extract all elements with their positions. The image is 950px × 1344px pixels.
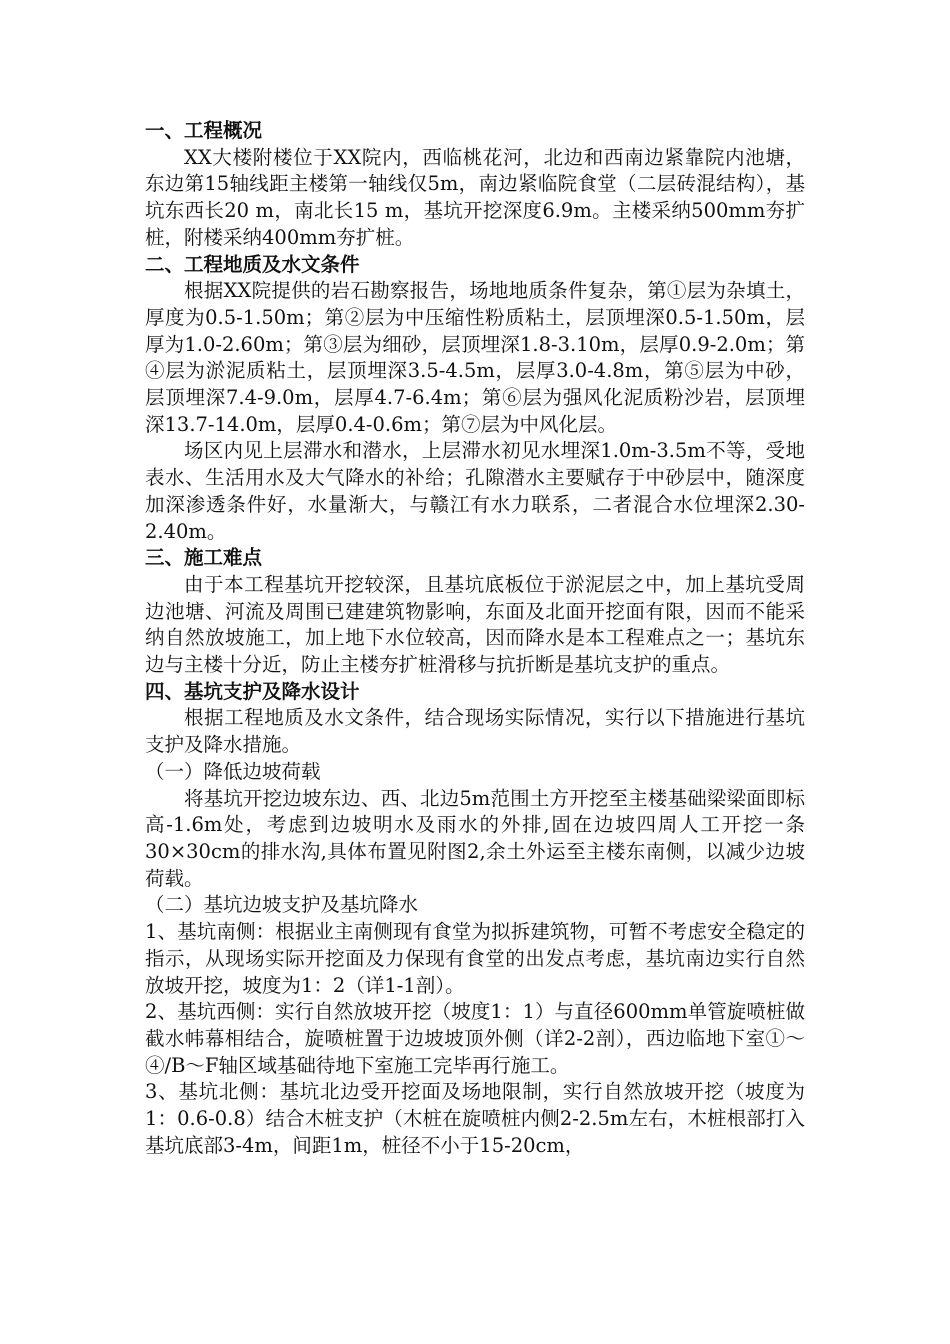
paragraph-difficulties: 由于本工程基坑开挖较深，且基坑底板位于淤泥层之中，加上基坑受周边池塘、河流及周围已建建筑物影响，东面及北面开挖面有限，因而不能采纳自然放坡施工，加上地下水位较高，因而降水是本工程难点之一；基坑东边与主楼十分近，防止主楼夯扩桩滑移与抗折断是基坑支护的重点。 [145, 572, 805, 677]
section-heading-geology: 二、工程地质及水文条件 [145, 252, 360, 276]
section-heading-design: 四、基坑支护及降水设计 [145, 679, 360, 703]
paragraph-geology-water: 场区内见上层滞水和潜水，上层滞水初见水埋深1.0m-3.5m不等，受地表水、生活用水及大气降水的补给；孔隙潜水主要赋存于中砂层中，随深度加深渗透条件好，水量渐大，与赣江有水力联系，二者混合水位埋深2.30-2.40m。 [145, 439, 805, 543]
list-item-north-side: 3、基坑北侧：基坑北边受开挖面及场地限制，实行自然放坡开挖（坡度为1：0.6-0.8）结合木桩支护（木桩在旋喷桩内侧2-2.5m左右，木桩根部打入基坑底部3-4m，间距1m，桩径不小于15-20cm， [145, 1080, 805, 1157]
subsection-title-slope-support: （二）基坑边坡支护及基坑降水 [145, 893, 419, 917]
section-heading-difficulties: 三、施工难点 [145, 546, 263, 570]
paragraph-reduce-load: 将基坑开挖边坡东边、西、北边5m范围土方开挖至主楼基础梁梁面即标高-1.6m处，考虑到边坡明水及雨水的外排,固在边坡四周人工开挖一条30×30cm的排水沟,具体布置见附图2,余土外运至主楼东南侧，以减少边坡荷载。 [145, 786, 805, 890]
paragraph-overview: XX大楼附楼位于XX院内，西临桃花河，北边和西南边紧靠院内池塘，东边第15轴线距主楼第一轴线仅5m，南边紧临院食堂（二层砖混结构），基坑东西长20 m，南北长15 m，基坑开挖深度6.9m。主楼采纳500mm夯扩桩，附楼采纳400mm夯扩桩。 [145, 145, 805, 249]
subsection-title-reduce-load: （一）降低边坡荷载 [145, 759, 321, 783]
section-heading-overview: 一、工程概况 [145, 119, 263, 142]
paragraph-design-intro: 根据工程地质及水文条件，结合现场实际情况，实行以下措施进行基坑支护及降水措施。 [145, 706, 805, 757]
list-item-south-side: 1、基坑南侧：根据业主南侧现有食堂为拟拆建筑物，可暂不考虑安全稳定的指示，从现场实际开挖面及力保现有食堂的出发点考虑，基坑南边实行自然放坡开挖，坡度为1：2（详1-1剖）。 [145, 920, 805, 997]
list-item-west-side: 2、基坑西侧：实行自然放坡开挖（坡度1：1）与直径600mm单管旋喷桩做截水帏幕相结合，旋喷桩置于边坡坡顶外侧（详2-2剖），西边临地下室①～④/B～F轴区域基础待地下室施工完毕再行施工。 [145, 1000, 805, 1077]
paragraph-geology-strata: 根据XX院提供的岩石勘察报告，场地地质条件复杂，第①层为杂填土，厚度为0.5-1.50m；第②层为中压缩性粉质粘土，层顶埋深0.5-1.50m，层厚为1.0-2.60m；第③层为细砂，层顶埋深1.8-3.10m，层厚0.9-2.0m；第④层为淤泥质粘土，层顶埋深3.5-4.5m，层厚3.0-4.8m，第⑤层为中砂，层顶埋深7.4-9.0m，层厚4.7-6.4m；第⑥层为强风化泥质粉沙岩，层顶埋深13.7-14.0m，层厚0.4-0.6m；第⑦层为中风化层。 [145, 279, 805, 436]
document-page [145, 118, 805, 1159]
